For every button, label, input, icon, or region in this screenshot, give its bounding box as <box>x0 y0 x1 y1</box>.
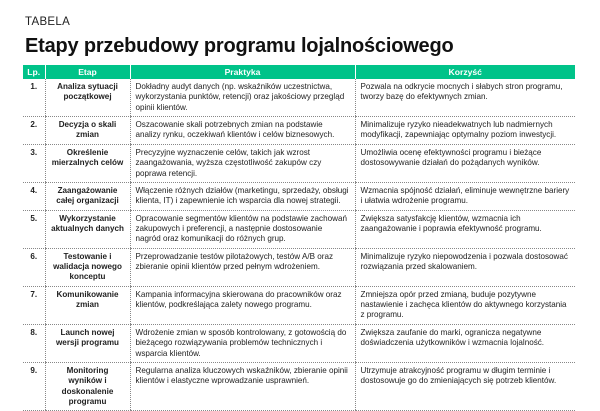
table-row <box>23 144 575 182</box>
row-stage: Wykorzystanie aktualnych danych <box>45 210 130 248</box>
row-practice: Kampania informacyjna skierowana do pracowników oraz klientów, podkreślająca zalety nowego programu. <box>130 286 355 324</box>
row-number: 3. <box>23 144 45 182</box>
row-stage: Decyzja o skali zmian <box>45 117 130 145</box>
stages-table <box>23 65 575 411</box>
row-number: 7. <box>23 286 45 324</box>
row-stage: Zaangażowanie całej organizacji <box>45 182 130 210</box>
row-stage: Monitoring wyników i doskonalenie programu <box>45 362 130 410</box>
row-stage: Komunikowanie zmian <box>45 286 130 324</box>
row-benefit: Umożliwia ocenę efektywności programu i bieżące dostosowywanie działań do pożądanych wyników. <box>355 144 575 182</box>
column-header-etap: Etap <box>45 65 130 79</box>
row-number: 6. <box>23 248 45 286</box>
table-row <box>23 248 575 286</box>
row-number: 4. <box>23 182 45 210</box>
table-header-row <box>23 65 575 79</box>
page-title: Etapy przebudowy programu lojalnościowego <box>25 35 454 57</box>
row-benefit: Utrzymuje atrakcyjność programu w długim terminie i dostosowuje go do zmieniających się potrzeb klientów. <box>355 362 575 410</box>
column-header-korzysc: Korzyść <box>355 65 575 79</box>
column-header-praktyka: Praktyka <box>130 65 355 79</box>
row-practice: Opracowanie segmentów klientów na podstawie zachowań zakupowych i preferencji, a następnie dostosowanie nagród oraz komunikacji do różnych grup. <box>130 210 355 248</box>
table-row <box>23 362 575 410</box>
row-benefit: Minimalizuje ryzyko niepowodzenia i pozwala dostosować rozwiązania przed skalowaniem. <box>355 248 575 286</box>
row-practice: Oszacowanie skali potrzebnych zmian na podstawie analizy rynku, oczekiwań klientów i celów biznesowych. <box>130 117 355 145</box>
row-practice: Precyzyjne wyznaczenie celów, takich jak wzrost zaangażowania, wyższa częstotliwość zakupów czy poprawa retencji. <box>130 144 355 182</box>
row-practice: Regularna analiza kluczowych wskaźników, zbieranie opinii klientów i elastyczne wprowadzanie usprawnień. <box>130 362 355 410</box>
row-number: 9. <box>23 362 45 410</box>
row-benefit: Pozwala na odkrycie mocnych i słabych stron programu, tworzy bazę do efektywnych zmian. <box>355 79 575 117</box>
row-number: 5. <box>23 210 45 248</box>
row-practice: Włączenie różnych działów (marketingu, sprzedaży, obsługi klienta, IT) i zapewnienie ich wsparcia dla nowej strategii. <box>130 182 355 210</box>
row-benefit: Zwiększa zaufanie do marki, ogranicza negatywne doświadczenia użytkowników i wzmacnia lojalność. <box>355 324 575 362</box>
row-practice: Przeprowadzanie testów pilotażowych, testów A/B oraz zbieranie opinii klientów przed pełnym wdrożeniem. <box>130 248 355 286</box>
row-stage: Analiza sytuacji początkowej <box>45 79 130 117</box>
row-practice: Dokładny audyt danych (np. wskaźników uczestnictwa, wykorzystania punktów, retencji) oraz jakościowy przegląd opinii klientów. <box>130 79 355 117</box>
row-benefit: Zwiększa satysfakcję klientów, wzmacnia ich zaangażowanie i poprawia efektywność programu. <box>355 210 575 248</box>
table-row <box>23 324 575 362</box>
table-row <box>23 79 575 117</box>
row-number: 8. <box>23 324 45 362</box>
table-label: TABELA <box>25 16 71 28</box>
row-benefit: Zmniejsza opór przed zmianą, buduje pozytywne nastawienie i zachęca klientów do aktywnego korzystania z programu. <box>355 286 575 324</box>
row-stage: Launch nowej wersji programu <box>45 324 130 362</box>
row-stage: Testowanie i walidacja nowego konceptu <box>45 248 130 286</box>
row-benefit: Wzmacnia spójność działań, eliminuje wewnętrzne bariery i ułatwia wdrożenie programu. <box>355 182 575 210</box>
row-stage: Określenie mierzalnych celów <box>45 144 130 182</box>
table-row <box>23 117 575 145</box>
column-header-lp: Lp. <box>23 65 45 79</box>
table-row <box>23 182 575 210</box>
row-number: 2. <box>23 117 45 145</box>
row-number: 1. <box>23 79 45 117</box>
row-benefit: Minimalizuje ryzyko nieadekwatnych lub nadmiernych modyfikacji, zapewniając optymalny poziom inwestycji. <box>355 117 575 145</box>
row-practice: Wdrożenie zmian w sposób kontrolowany, z gotowością do bieżącego rozwiązywania problemów technicznych i wsparcia klientów. <box>130 324 355 362</box>
table-row <box>23 210 575 248</box>
table-row <box>23 286 575 324</box>
